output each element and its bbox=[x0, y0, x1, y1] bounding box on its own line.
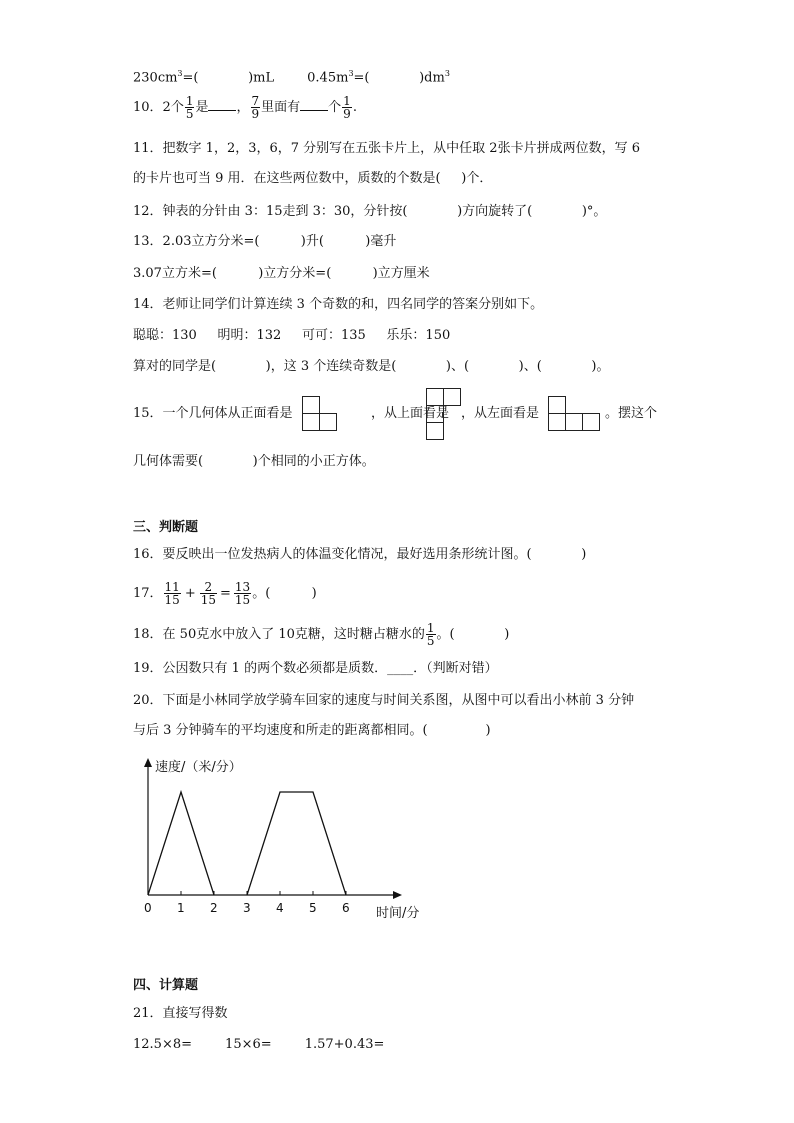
cube-square bbox=[582, 413, 600, 431]
question-18: 18．在 50克水中放入了 10克糖，这时糖占糖水的 $\frac{1}{5}$ 。( ) bbox=[133, 621, 510, 648]
cube-square bbox=[426, 405, 444, 423]
question-12: 12．钟表的分针由 3：15走到 3：30，分针按( )方向旋转了( )°。 bbox=[133, 204, 607, 219]
y-axis-label: 速度/（米/分） bbox=[155, 760, 242, 775]
question-20-line2: 与后 3 分钟骑车的平均速度和所走的距离都相同。( ) bbox=[133, 723, 491, 738]
cube-square bbox=[426, 388, 444, 406]
question-11-line1: 11．把数字 1，2，3，6，7 分别写在五张卡片上，从中任取 2张卡片拼成两位数，写 6 bbox=[133, 141, 640, 156]
x-tick-label: 1 bbox=[177, 901, 185, 915]
question-15-label-3: ，从左面看是 bbox=[461, 406, 540, 421]
question-21: 21．直接写得数 bbox=[133, 1006, 228, 1021]
section-4-heading: 四、计算题 bbox=[133, 978, 199, 993]
cube-square bbox=[443, 388, 461, 406]
question-21-items: 12.5×8= 15×6= 1.57+0.43= bbox=[133, 1037, 385, 1052]
question-20-line1: 20．下面是小林同学放学骑车回家的速度与时间关系图，从图中可以看出小林前 3 分钟 bbox=[133, 693, 635, 708]
cube-square bbox=[565, 413, 583, 431]
question-15-line2: 几何体需要( )个相同的小正方体。 bbox=[133, 454, 375, 469]
question-16: 16．要反映出一位发热病人的体温变化情况，最好选用条形统计图。( ) bbox=[133, 547, 587, 562]
x-tick-label: 3 bbox=[243, 901, 251, 915]
cube-square bbox=[548, 396, 566, 414]
question-19: 19．公因数只有 1 的两个数必须都是质数．____．（判断对错） bbox=[133, 661, 498, 676]
question-17: 17． $\frac{11}{15}$ + $\frac{2}{15}$ = $\frac{13}{15}$ 。( ) bbox=[133, 580, 317, 607]
question-15-label-1: 15．一个几何体从正面看是 bbox=[133, 406, 293, 421]
fraction: $\frac{11}{15}$ bbox=[164, 580, 180, 607]
answer-blank[interactable] bbox=[300, 98, 328, 111]
x-tick-label: 2 bbox=[210, 901, 218, 915]
speed-series-line bbox=[148, 792, 214, 895]
question-13-line1: 13．2.03立方分米=( )升( )毫升 bbox=[133, 234, 397, 249]
fraction: $\frac{7}{9}$ bbox=[251, 94, 260, 121]
speed-series-line bbox=[247, 792, 346, 895]
question-14-line2: 聪聪：130 明明：132 可可：135 乐乐：150 bbox=[133, 328, 451, 343]
fraction: $\frac{13}{15}$ bbox=[234, 580, 251, 607]
cube-square bbox=[302, 413, 320, 431]
cube-square bbox=[548, 413, 566, 431]
question-11-line2: 的卡片也可当 9 用．在这些两位数中，质数的个数是( )个． bbox=[133, 171, 493, 186]
cube-square bbox=[319, 413, 337, 431]
fraction: $\frac{2}{15}$ bbox=[200, 580, 217, 607]
question-15-label-4: 。摆这个 bbox=[605, 406, 658, 421]
x-tick-label: 4 bbox=[276, 901, 284, 915]
speed-time-chart bbox=[130, 750, 450, 930]
fraction: $\frac{1}{5}$ bbox=[185, 94, 194, 121]
question-13-line2: 3.07立方米=( )立方分米=( )立方厘米 bbox=[133, 266, 430, 281]
x-tick-label: 6 bbox=[342, 901, 350, 915]
question-15-label-2: ，从上面看是 bbox=[371, 406, 450, 421]
x-axis-arrow bbox=[393, 891, 402, 899]
fraction: $\frac{1}{5}$ bbox=[426, 621, 435, 648]
section-3-heading: 三、判断题 bbox=[133, 520, 199, 535]
x-tick-label: 5 bbox=[309, 901, 317, 915]
answer-blank[interactable] bbox=[208, 98, 236, 111]
fraction: $\frac{1}{9}$ bbox=[343, 94, 351, 121]
question-10: 10．2个 $\frac{1}{5}$ 是 ， $\frac{7}{9}$ 里面有 个 $\frac{1}{9}$ . bbox=[133, 94, 357, 121]
x-axis-label: 时间/分 bbox=[376, 906, 420, 921]
question-14-line3: 算对的同学是( )，这 3 个连续奇数是( )、( )、( )。 bbox=[133, 359, 610, 374]
cube-square bbox=[426, 422, 444, 440]
question-14-line1: 14．老师让同学们计算连续 3 个奇数的和，四名同学的答案分别如下。 bbox=[133, 297, 544, 312]
q9-continuation: $230cm^3=$( )mL $0.45m^3=$( )$dm^3$ bbox=[133, 69, 450, 86]
x-tick-label: 0 bbox=[144, 901, 152, 915]
cube-square bbox=[302, 396, 320, 414]
y-axis-arrow bbox=[144, 758, 152, 767]
